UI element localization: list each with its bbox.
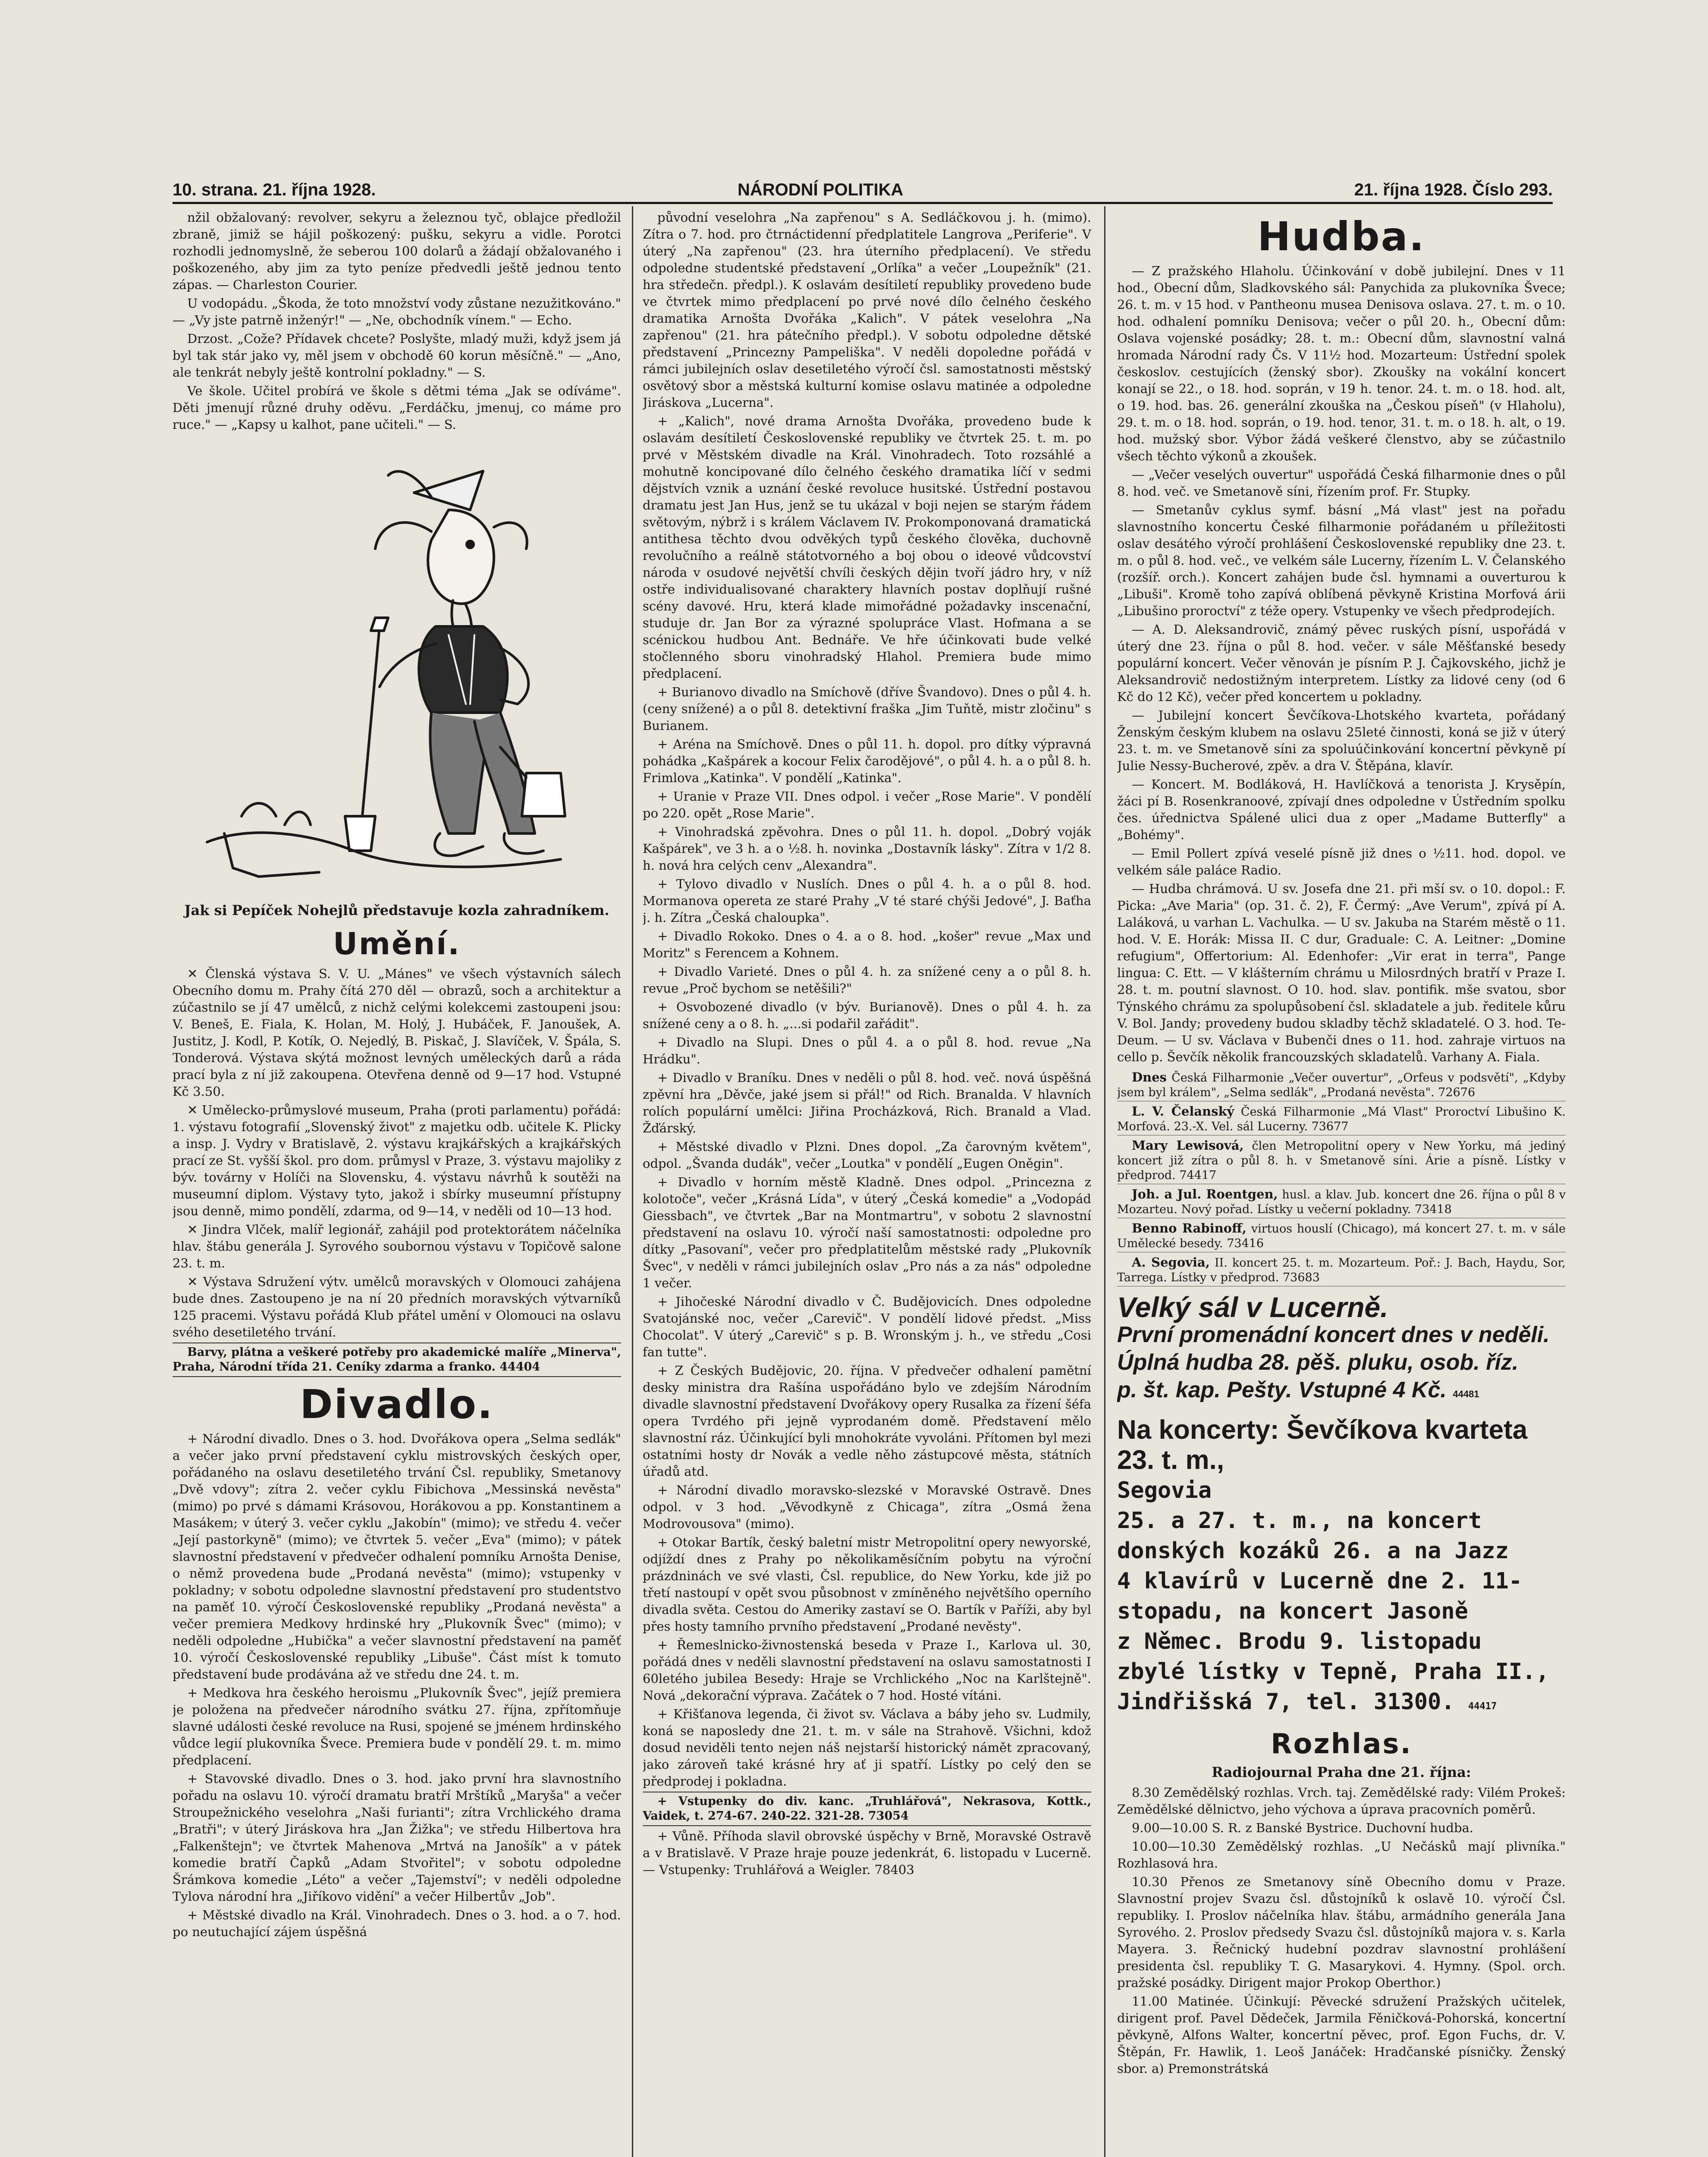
article-item: + Burianovo divadlo na Smíchově (dříve Švandovo). Dnes o půl 4. h. (ceny snížené) a o půl 8. detektivní fraška „Jim Tuňtě, mistr zločinu" s Burianem.	[643, 685, 1091, 733]
paragraph: Ve škole. Učitel probírá ve škole s dětmi téma „Jak se odíváme". Děti jmenují různé druhy oděvu. „Ferdáčku, jmenuj, co máme pro ruce." — „Kapsy u kalhot, pane učiteli." — S.	[173, 384, 621, 432]
ad-code: 44481	[1453, 1389, 1479, 1399]
article-item: + Divadlo Varieté. Dnes o půl 4. h. za snížené ceny a o půl 8. h. revue „Proč bychom se netěšili?"	[643, 964, 1091, 996]
article-item: ✕ Umělecko-průmyslové museum, Praha (proti parlamentu) pořádá: 1. výstavu fotografií „Slovenský život" z majetku odb. učitele K. Plicky a insp. J. Vydry v Bratislavě, 2. výstavu krajkářských a krajkářských prací ze St. vyšší škol. pro dom. průmysl v Praze, 3. výstavu majoliky z býv. továrny v Holíči na Slovensku, 4. výstavu návrhů k soutěži na museumní diplom. Výstavy tyto, jakož i sbírky museumní přístupny jsou denně, mimo pondělí, zdarma, od 9—14, v neděli od 10—13 hod.	[173, 1103, 621, 1218]
article-item: + Křišťanova legenda, či život sv. Václava a báby jeho sv. Ludmily, koná se naposledy dne 21. t. m. v sále na Strahově. Všichni, kdož dosud neviděli tento nejen náš nejstarší historický námět zpracovaný, jako zároveň také krásné hry ať ji spatří. Lístky po celý den se předprodej i pokladna.	[643, 1707, 1091, 1789]
radio-program-item: 8.30 Zemědělský rozhlas. Vrch. taj. Zemědělské rady: Vilém Prokeš: Zemědělské dělnictvo, jeho výchova a úprava pracovních poměrů.	[1117, 1785, 1566, 1817]
column-1	[173, 209, 621, 2157]
column-divider-2	[1104, 206, 1105, 2157]
article-item: ✕ Členská výstava S. V. U. „Mánes" ve všech výstavních sálech Obecního domu m. Prahy čítá 270 děl — obrazů, soch a architektur a zúčastnilo se jí 47 umělců, z nichž celými kolekcemi zastoupeni jsou: V. Beneš, E. Fiala, K. Holan, M. Holý, J. Hubáček, F. Janoušek, A. Justitz, J. Kodl, P. Kotík, O. Nejedlý, B. Piskač, J. Slavíček, V. Špála, S. Tonderová. Výstava skýtá možnost levných uměleckých darů a ráda prací byla z ní již zakoupena. Otevřena denně od 9—17 hod. Vstupné Kč 3.50.	[173, 966, 621, 1099]
article-item: + Osvobozené divadlo (v býv. Burianově). Dnes o půl 4. h. za snížené ceny a o 8. h. „...si podařil zařádit".	[643, 1000, 1091, 1031]
article-item: původní veselohra „Na zapřenou" s A. Sedláčkovou j. h. (mimo). Zítra o 7. hod. pro čtrnáctidenní předplatitele Langrova „Periferie". V úterý „Na zapřenou" (23. hra úterního předplacení). Ve středu odpoledne studentské představení „Orlíka" a večer „Loupežník" (21. hra středečn. předpl.). K oslavám desítiletí republiky provedeno bude ve čtvrtek mimo předplacení po prvé nové dílo čelného českého dramatika Arnošta Dvořáka „Kalich". V pátek veselohra „Na zapřenou" (21. hra pátečního předpl.). V sobotu odpoledne dětské představení „Princezny Pampeliška". V neděli dopoledne pořádá v rámci jubilejních oslav desetiletého výročí čsl. samostatnosti městský osvětový sbor a městská kulturní komise oslavu matinée a odpoledne Jiráskova „Lucerna".	[643, 210, 1091, 410]
koncerty-ad-line: donských kozáků 26. a na Jazz	[1117, 1538, 1509, 1564]
paragraph: nžil obžalovaný: revolver, sekyru a železnou tyč, oblajce předložil zbraně, jimiž se hájil poškozený: pušku, sekyru a vidle. Porotci rozhodli jednomyslně, že seberou 100 dolarů a žádají obžalovaného i poškozeného, aby jim za tyto peníze předvedli ještě jednou tento zápas. — Charleston Courier.	[173, 210, 621, 292]
concert-ad	[1117, 1103, 1566, 1135]
header-left: 10. strana. 21. října 1928.	[173, 180, 376, 199]
koncerty-ad-line: z Němec. Brodu 9. listopadu	[1117, 1629, 1482, 1654]
article-item: + Národní divadlo moravsko-slezské v Moravské Ostravě. Dnes odpol. v 3 hod. „Věvodkyně z Chicaga", zítra „Osmá žena Modrovousova" (mimo).	[643, 1483, 1091, 1531]
article-item: — „Večer veselých ouvertur" uspořádá Česká filharmonie dnes o půl 8. hod. več. ve Smetanově síni, řízením prof. Fr. Stupky.	[1117, 467, 1566, 499]
header-rule	[173, 202, 1553, 204]
koncerty-ad-line: Jindřišská 7, tel. 31300. 44417	[1117, 1689, 1497, 1715]
section-heading-umeni: Umění.	[333, 926, 461, 962]
lucerna-concert-ad	[1117, 1293, 1566, 1408]
lucerna-ad-line: Úplná hudba 28. pěš. pluku, osob. říz.	[1117, 1350, 1519, 1375]
article-item: — Emil Pollert zpívá veselé písně již dnes o ½11. hod. dopol. ve velkém sále paláce Radio.	[1117, 846, 1566, 877]
article-item: — Hudba chrámová. U sv. Josefa dne 21. při mší sv. o 10. dopol.: F. Picka: „Ave Maria" (op. 31. č. 2), F. Čermý: „Ave Verum", zpívá pí A. Laláková, u varhan L. Vachulka. — U sv. Jakuba na Starém městě o 11. hod. V. E. Horák: Missa II. C dur, Graduale: C. A. Leitner: „Domine refugium", Offertorium: Al. Edenhofer: „Vir erat in terra", Pange lingua: C. Ett. — V klášterním chrámu u Milosrdných bratří v Praze I. 28. t. m. poutní slavnost. O 10. hod. slav. pontifik. mše svatou, sbor Týnského chrámu za spolupůsobení čsl. skladatele a jub. ředitele kůru V. Bol. Jandy; provedeny budou skladby těchž skladatelé. O 3. hod. Te-Deum. — U sv. Václava v Bubenči dnes o 11. hod. zahraje virtuos na cello p. Ševčík několik francouzských skladatelů. Varhany A. Fiala.	[1117, 881, 1566, 1064]
concert-ad	[1117, 1220, 1566, 1252]
koncerty-ad	[1117, 1415, 1566, 1722]
concert-ad	[1117, 1137, 1566, 1184]
ad-code: 44417	[1468, 1701, 1497, 1712]
article-item: + „Kalich", nové drama Arnošta Dvořáka, provedeno bude k oslavám desítiletí Československé republiky ve čtvrtek 25. t. m. po prvé v Městském divadle na Král. Vinohradech. Toto rozsáhlé a mohutně koncipované dílo čelného českého dramatika líčí v sedmi dějstvích vznik a uznání české revoluce husitské. Ústřední postavou dramatu jest Jan Hus, jenž se tu ukázal v boji nejen se starým řádem světovým, nýbrž i s králem Václavem IV. Prokomponovaná dramatická antithesa těchto dvou odvěkých typů českého člověka, duchovně revolučního a reálně státotvorného a boj obou o ideové vůdcovství národa v osudové největší chvíli českých dějin tvoří jádro hry, v níž ostře individualisované charaktery hlavních postav doplňují rušné scény davové. Hru, která klade mimořádné požadavky inscenační, studuje dr. Jan Bor za výrazné spolupráce Vlast. Hofmana a se scénickou hudbou Ant. Bednáře. Ve hře účinkovati bude velké stočlenného sboru vinohradský Hlahol. Premiera bude mimo předplacení.	[643, 414, 1091, 681]
column-2	[643, 209, 1091, 2157]
lucerna-ad-line: p. št. kap. Pešty. Vstupné 4 Kč. 44481	[1117, 1377, 1479, 1402]
concert-ad-text: Česká Filharmonie „Večer ouvertur", „Orfeus v podsvětí", „Kdyby jsem byl králem", „Selma sedlák", „Prodaná nevěsta". 72676	[1117, 1071, 1566, 1099]
goat-gardener-drawing	[173, 445, 621, 898]
article-item: + Městské divadlo na Král. Vinohradech. Dnes o 3. hod. a o 7. hod. po neutuchající zájem úspěšná	[173, 1908, 621, 1939]
column-3	[1117, 209, 1566, 2157]
concert-ad-text: virtuos houslí (Chicago), má koncert 27. t. m. v sále Umělecké besedy. 73416	[1117, 1222, 1566, 1250]
section-heading-rozhlas: Rozhlas.	[1271, 1728, 1412, 1760]
concert-ad-name: A. Segovia,	[1132, 1255, 1210, 1270]
article-item: ✕ Výstava Sdružení výtv. umělců moravských v Olomouci zahájena bude dnes. Zastoupeno je na ní 20 předních moravských výtvarníků 125 pracemi. Výstavu pořádá Klub přátel umění v Olomouci na oslavu svého desetiletého trvání.	[173, 1274, 621, 1339]
article-item: + Řemeslnicko-živnostenská beseda v Praze I., Karlova ul. 30, pořádá dnes v neděli slavnostní představení na oslavu samostatnosti I 60letého jubilea Besedy: Hraje se Vrchlického „Noc na Karlštejně". Nová „dekorační výprava. Začátek o 7 hod. Hosté vítáni.	[643, 1638, 1091, 1703]
ticket-office-ad: + Vstupenky do div. kanc. „Truhlářová", Nekrasova, Kottk., Vaidek, t. 274-67. 240-22. 321-28. 73054	[643, 1792, 1091, 1826]
concert-ad-text: Česká Filharmonie „Má Vlast" Proroctví Libušino K. Morfová. 23.-X. Vel. sál Lucerny. 73677	[1117, 1105, 1566, 1133]
rozhlas-subheading: Radiojournal Praha dne 21. října:	[1212, 1764, 1471, 1780]
concert-ad-text: II. koncert 25. t. m. Mozarteum. Poř.: J. Bach, Haydu, Sor, Tarrega. Lístky v předprod. 73683	[1117, 1256, 1566, 1284]
concert-ad-text: člen Metropolitní opery v New Yorku, má jediný koncert již zítra o půl 8. h. v Smetanově síni. Árie a písně. Lístky v předprod. 74417	[1117, 1139, 1566, 1182]
koncerty-ad-line: 4 klavírů v Lucerně dne 2. 11-	[1117, 1568, 1523, 1594]
concert-ad	[1117, 1069, 1566, 1101]
concert-ad	[1117, 1186, 1566, 1218]
article-item: + Divadlo Rokoko. Dnes o 4. a o 8. hod. „košer" revue „Max und Moritz" s Ferencem a Kohnem.	[643, 929, 1091, 960]
section-heading-hudba: Hudba.	[1257, 214, 1425, 260]
article-item: + Vůně. Příhoda slavil obrovské úspěchy v Brně, Moravské Ostravě a v Bratislavě. V Praze hraje pouze jedenkrát, 6. listopadu v Lucerně. — Vstupenky: Truhlářová a Weigler. 78403	[643, 1829, 1091, 1877]
goat-gardener-illustration	[173, 445, 621, 898]
article-item: + Divadlo na Slupi. Dnes o půl 4. a o půl 8. hod. revue „Na Hrádku".	[643, 1035, 1091, 1066]
concert-ad-name: Joh. a Jul. Roentgen,	[1132, 1187, 1278, 1201]
concert-ad-name: L. V. Čelanský	[1132, 1104, 1234, 1119]
article-item: ✕ Jindra Vlček, malíř legionář, zahájil pod protektorátem náčelníka hlav. štábu generála J. Syrového soubornou výstavu v Topičově salone 23. t. m.	[173, 1222, 621, 1270]
concert-ad-name: Mary Lewisová,	[1132, 1138, 1244, 1153]
article-item: — A. D. Aleksandrovič, známý pěvec ruských písní, uspořádá v úterý dne 23. října o půl 8. hod. večer. v sále Měšťanské besedy populární koncert. Večer věnován je písním P. J. Čajkovského, jichž je Aleksandrovič nedostižným interpretem. Lístky za lidové ceny (od 6 Kč do 12 Kč), večer před koncertem u pokladny.	[1117, 622, 1566, 704]
article-item: + Tylovo divadlo v Nuslích. Dnes o půl 4. h. a o půl 8. hod. Mormanova opereta ze staré Prahy „V té staré chýši Jedové", J. Baťha j. h. Zítra „Česká chaloupka".	[643, 877, 1091, 925]
radio-program-item: 9.00—10.00 S. R. z Banské Bystrice. Duchovní hudba.	[1132, 1821, 1474, 1835]
article-item: + Divadlo v horním městě Kladně. Dnes odpol. „Princezna z kolotoče", večer „Krásná Lída", v úterý „Česká komedie" a „Vodopád Giessbach", ve čtvrtek „Bar na Montmartru", v sobotu 2 slavnostní představení na oslavu 10. výročí naší samostatnosti: odpoledne pro dítky „Pasovaní", večer pro předplatitelům městské rady „Plukovník Švec", v neděli v rámci jubilejních oslav „Pro nás a za nás" odpoledne 1 večer.	[643, 1175, 1091, 1290]
article-item: + Divadlo v Braníku. Dnes v neděli o půl 8. hod. več. nová úspěšná zpěvní hra „Děvče, jaké jsem si přál!" od Rich. Branalda. V hlavních rolích populární umělci: Jiřina Procházková, Rich. Branald a Vlad. Žďárský.	[643, 1070, 1091, 1135]
paragraph: Drzost. „Cože? Přídavek chcete? Poslyšte, mladý muži, když jsem já byl tak stár jako vy, měl jsem v obchodě 60 korun měsíčně." — „Ano, ale tenkrát nebyly ještě kontrolní pokladny." — S.	[173, 331, 621, 380]
illustration-caption: Jak si Pepíček Nohejlů představuje kozla zahradníkem.	[184, 902, 609, 918]
article-item: — Smetanův cyklus symf. básní „Má vlast" jest na pořadu slavnostního koncertu České filharmonie pořádaném u příležitosti oslav desátého výročí prohlášení Československé republiky dne 23. t. m. o půl 8. hod. več., ve velkém sále Lucerny, řízením L. V. Čelanského (rozšíř. orch.). Koncert zahájen bude čsl. hymnami a ouverturou k „Libuši". Kromě toho zapívá oblíbená pěvkyně Kristina Morfová árii „Libušino proroctví" z téže opery. Vstupenky ve všech předprodejích.	[1117, 503, 1566, 618]
lucerna-ad-head: Velký sál v Lucerně.	[1117, 1291, 1388, 1323]
article-item: + Medkova hra českého heroismu „Plukovník Švec", jejíž premiera je položena na předvečer národního svátku 27. října, zpřítomňuje slavné události české revoluce na Rusi, spojené se jménem hrdinského vůdce legií plukovníka Švece. Premiera bude v pondělí 29. t. m. mimo předplacení.	[173, 1685, 621, 1767]
concert-ad	[1117, 1254, 1566, 1286]
header-right: 21. října 1928. Číslo 293.	[1354, 180, 1553, 199]
column-divider-1	[632, 206, 633, 2157]
article-item: + Národní divadlo. Dnes o 3. hod. Dvořákova opera „Selma sedlák" a večer jako první představení cyklu mistrovských českých oper, pořádaného na oslavu desetiletého trvání Čsl. republiky, Smetanovy „Dvě vdovy"; zítra 2. večer cyklu Fibichova „Messinská nevěsta" (mimo) po prvé s dámami Krásovou, Horákovou a pp. Konstantinem a Masákem; v úterý 3. večer cyklu „Jakobín" (mimo); ve středu 4. večer „Její pastorkyně" (mimo); ve čtvrtek 5. večer „Eva" (mimo); v pátek slavnostní představení v předvečer odhalení pomníku Arnošta Denise, o němž provedena bude „Prodaná nevěsta" (mimo); vstupenky v pokladny; v sobotu odpoledne slavnostní představení pro studentstvo na paměť 10. výročí Československé republiky „Prodaná nevěsta" a večer premiera Medkovy hrdinské hry „Plukovník Švec" (mimo); v neděli odpoledne „Hubička" a večer slavnostní představení na paměť 10. výročí Československé republiky „Libuše". Část míst k tomuto představení bude prodávána až ve středu dne 24. t. m.	[173, 1431, 621, 1682]
paragraph: U vodopádu. „Škoda, že toto množství vody zůstane nezužitkováno." — „Vy jste patrně inženýr!" — „Ne, obchodník vínem." — Echo.	[173, 296, 621, 327]
article-item: + Uranie v Praze VII. Dnes odpol. i večer „Rose Marie". V pondělí po 220. opět „Rose Marie".	[643, 789, 1091, 821]
article-item: + Stavovské divadlo. Dnes o 3. hod. jako první hra slavnostního pořadu na oslavu 10. výročí dramatu bratří Mrštíků „Maryša" a večer Stroupežnického veselohra „Naši furianti"; zítra Vrchlického drama „Bratři"; v úterý Jiráskova hra „Jan Žižka"; ve středu Hilbertova hra „Falkenštejn"; ve čtvrtek Mahenova „Mrtvá na Janošík" a v pátek komedie bratří Čapků „Adam Stvořitel"; v sobotu odpoledne Šrámkova komedie „Léto" a večer „Tajemství"; v neděli odpoledne Tylova národní hra „Jiříkovo vidění" a večer Hilbertův „Job".	[173, 1771, 621, 1904]
article-item: + Jihočeské Národní divadlo v Č. Budějovicích. Dnes odpoledne Svatojánské noc, večer „Carevič". V pondělí lidové předst. „Miss Chocolat". V úterý „Carevič" s p. B. Wronským j. h., ve středu „Cosi fan tutte".	[643, 1294, 1091, 1359]
concert-ad-name: Dnes	[1132, 1070, 1167, 1085]
koncerty-ad-line: 25. a 27. t. m., na koncert	[1117, 1508, 1482, 1534]
minerva-ad: Barvy, plátna a veškeré potřeby pro akademické malíře „Minerva", Praha, Národní třída 21. Ceníky zdarma a franko. 44404	[173, 1343, 621, 1377]
article-item: — Koncert. M. Bodláková, H. Havlíčková a tenorista J. Krysěpín, žáci pí B. Rosenkranoové, zpívají dnes odpoledne v Ústředním spolku čes. úřednictva Spálené ulici dua z oper „Madame Butterfly" a „Bohémy".	[1117, 777, 1566, 842]
koncerty-ad-head: Na koncerty: Ševčíkova kvarteta 23. t. m.,	[1117, 1415, 1528, 1475]
radio-program-item: 10.30 Přenos ze Smetanovy síně Obecního domu v Praze. Slavnostní projev Svazu čsl. důstojníků k oslavě 10. výročí Čsl. republiky. I. Proslov náčelníka hlav. štábu, armádního generála Jana Syrového. 2. Proslov předsedy Svazu čsl. důstojníků majora v. s. Karla Mayera. 3. Řečnický hudební pozdrav slavnostní prohlášení presidenta čsl. republiky T. G. Masarykovi. 4. Hymny. (Spol. orch. pražské posádky. Dirigent major Prokop Oberthor.)	[1117, 1874, 1566, 1990]
article-item: + Z Českých Budějovic, 20. října. V předvečer odhalení pamětní desky ministra dra Rašína uspořádáno bylo ve zdejším Národním divadle slavnostní představení Dvořákovy opery Rusalka za řízení šéfa opera Tvrdého při jejně vyprodaném domě. Představení mělo slavnostní ráz. Účinkující byli mnohokráte vyvoláni. Přítomen byl mezi ostatními hosty dr Novák a vedle něho zástupcové města, státních úřadů atd.	[643, 1363, 1091, 1479]
article-item: + Městské divadlo v Plzni. Dnes dopol. „Za čarovným květem", odpol. „Švanda dudák", večer „Loutka" v pondělí „Eugen Oněgin".	[643, 1139, 1091, 1171]
article-item: — Z pražského Hlaholu. Účinkování v době jubilejní. Dnes v 11 hod., Obecní dům, Sladkovského sál: Panychida za plukovníka Švece; 26. t. m. v 15 hod. v Pantheonu musea Denisova oslava. 27. t. m. o 10. hod. odhalení pomníku Denisova; večer o půl 20. h., Obecní dům: Oslava vojenské posádky; 28. t. m.: Obecní dům, slavnostní valná hromada Národní rady Čs. V 11½ hod. Mozarteum: Ústřední spolek českoslov. cestujících (ženský sbor). Zkoušky na vokální koncert konají se 22., o 18. hod. soprán, v 19 h. tenor. 24. t. m. o 18. hod. alt, o 19. hod. bas. 26. generální zkouška na „Českou píseň" (v Hlaholu), 29. t. m. o 18. hod. soprán, o 19. hod. tenor, 31. t. m. o 18. h. alt, o 19. hod. mužský sbor. Výbor žádá veškeré členstvo, aby se zúčastnilo všech těchto výkonů a zkoušek.	[1117, 264, 1566, 463]
radio-program-item: 11.00 Matinée. Účinkují: Pěvecké sdružení Pražských učitelek, dirigent prof. Pavel Dědeček, Jarmila Fěničková-Pohorská, koncertní pěvkyně, Alfons Walter, koncertní pěvec, prof. Egon Fuchs, dr. V. Štěpán, Fr. Hawlik, 1. Leoš Janáček: Hradčanské písničky. Ženský sbor. a) Premonstrátská	[1117, 1994, 1566, 2076]
article-item: + Aréna na Smíchově. Dnes o půl 11. h. dopol. pro dítky výpravná pohádka „Kašpárek a kocour Felix čarodějové", o půl 4. h. a o půl 8. h. Frimlova „Katinka". V pondělí „Katinka".	[643, 737, 1091, 785]
lucerna-ad-line: První promenádní koncert dnes v neděli.	[1117, 1322, 1550, 1347]
article-item: — Jubilejní koncert Ševčíkova-Lhotského kvarteta, pořádaný Ženským českým klubem na oslavu 25leté činnosti, koná se již v úterý 23. t. m. ve Smetanově síni za spoluúčinkování koncertní pěvkyně pí Julie Nessy-Bucherové, zpěv. a dra V. Štěpána, klavír.	[1117, 708, 1566, 773]
article-item: + Vinohradská zpěvohra. Dnes o půl 11. h. dopol. „Dobrý voják Kašpárek", ve 3 h. a o ½8. h. novinka „Dostavník lásky". Zítra v 1/2 8. h. nová hra celých cenv „Alexandra".	[643, 824, 1091, 873]
radio-program-item: 10.00—10.30 Zemědělský rozhlas. „U Nečásků mají plivníka." Rozhlasová hra.	[1117, 1839, 1566, 1871]
koncerty-ad-line: zbylé lístky v Tepně, Praha II.,	[1117, 1659, 1549, 1685]
page-header	[173, 180, 1553, 198]
concert-ads	[1117, 1069, 1566, 1286]
article-item: + Otokar Bartík, český baletní mistr Metropolitní opery newyorské, odjíždí dnes z Prahy po několikaměsíčním pobytu na výroční prázdninách ve své vlasti, Čsl. republice, do New Yorku, kde již po třetí nastoupí v opět svou působnost v zmíněného největšího operního divadla světa. Cestou do Ameriky zastaví se O. Bartík v Paříži, aby byl přes hosty tamního prvního představení „Prodané nevěsty".	[643, 1535, 1091, 1634]
concert-ad-name: Benno Rabinoff,	[1132, 1221, 1247, 1236]
header-masthead: NÁRODNÍ POLITIKA	[738, 180, 904, 199]
concert-ad-text: husl. a klav. Jub. koncert dne 26. října o půl 8 v Mozarteu. Nový pořad. Lístky u večerní pokladny. 73418	[1117, 1188, 1566, 1216]
koncerty-ad-line: Segovia	[1117, 1478, 1212, 1503]
koncerty-ad-line: stopadu, na koncert Jasoně	[1117, 1598, 1468, 1624]
section-heading-divadlo: Divadlo.	[300, 1381, 494, 1428]
